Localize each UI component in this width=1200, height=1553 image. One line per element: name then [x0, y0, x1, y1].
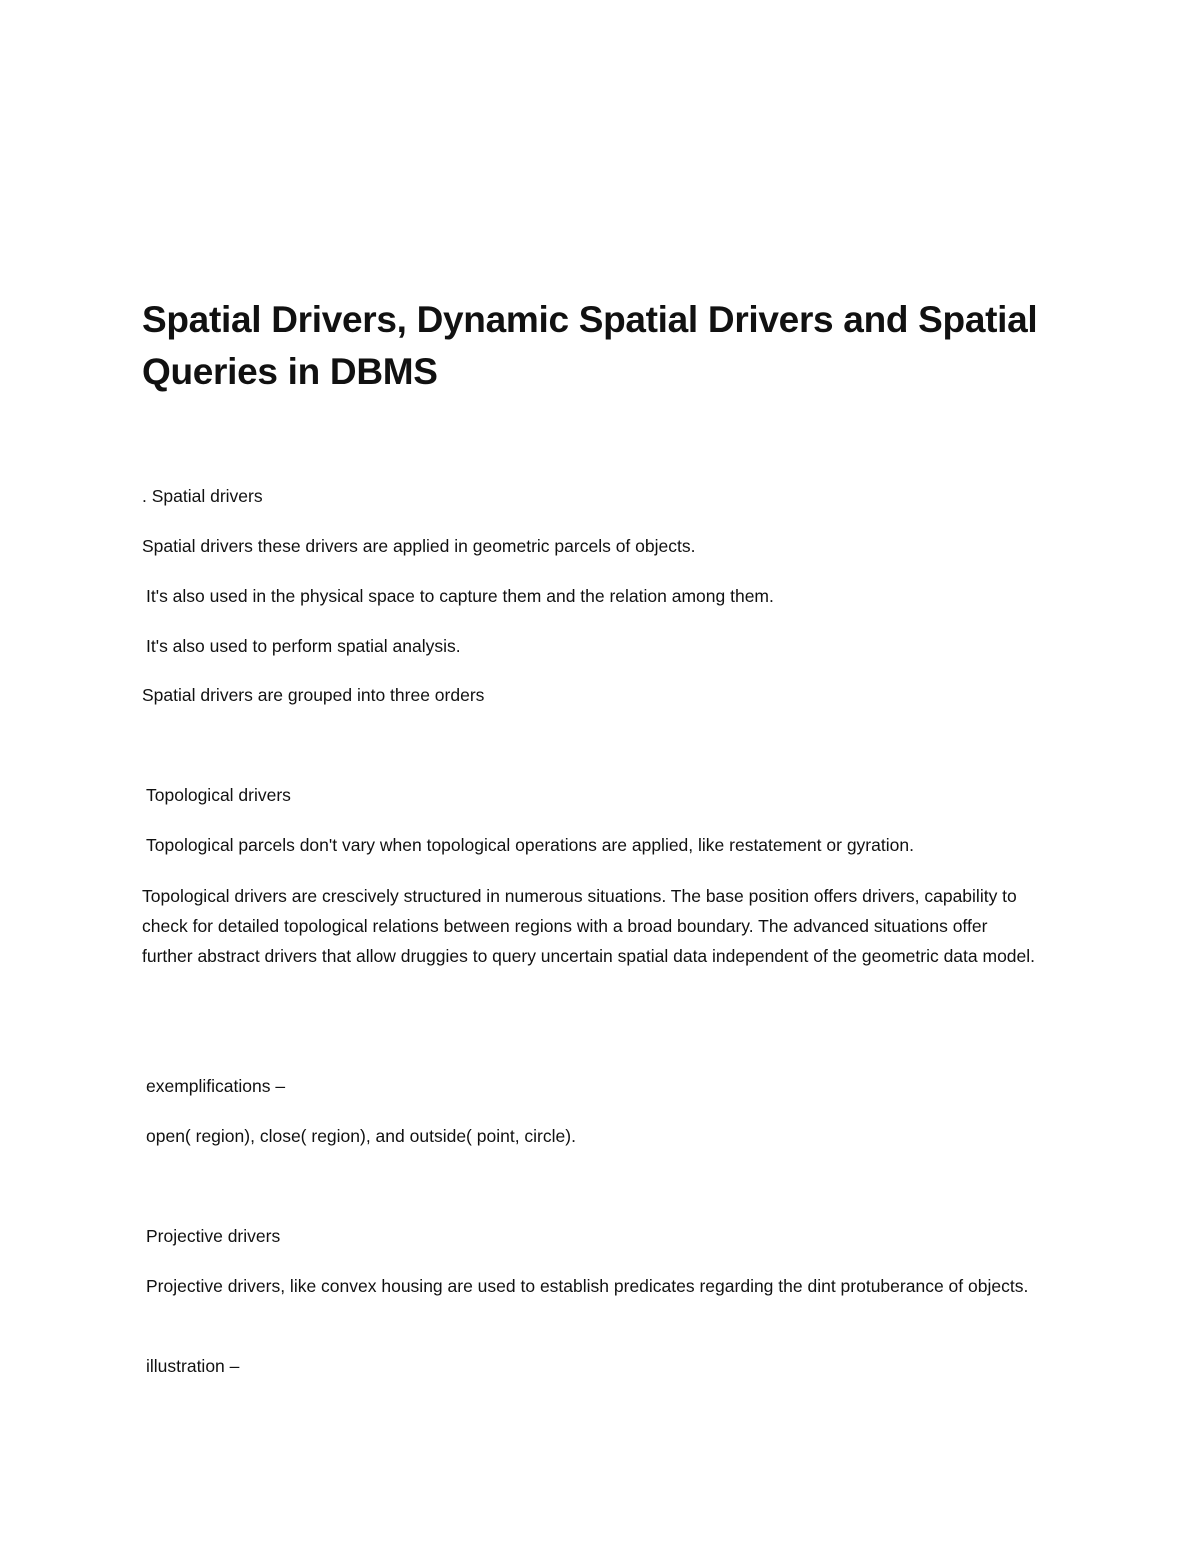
- projective-definition: Projective drivers, like convex housing are used to establish predicates regarding the dint protuberance of objects.: [146, 1276, 1029, 1296]
- exemplifications-label: exemplifications –: [146, 1076, 286, 1096]
- spatial-drivers-definition: Spatial drivers these drivers are applied in geometric parcels of objects.: [142, 536, 696, 556]
- illustration-label: illustration –: [146, 1356, 240, 1376]
- physical-space-line: It's also used in the physical space to capture them and the relation among them.: [146, 586, 774, 606]
- exemplifications-list: open( region), close( region), and outside( point, circle).: [146, 1126, 576, 1146]
- spatial-analysis-line: It's also used to perform spatial analysis.: [146, 636, 461, 656]
- section-heading-spatial-drivers: . Spatial drivers: [142, 486, 263, 506]
- document-title: Spatial Drivers, Dynamic Spatial Drivers and Spatial Queries in DBMS: [142, 299, 1038, 392]
- topological-paragraph: Topological drivers are crescively structured in numerous situations. The base position offers drivers, capability to check for detailed topological relations between regions with a broad boundary. The advanced situations offer further abstract drivers that allow druggies to query uncertain spatial data independent of the geometric data model.: [142, 886, 1036, 966]
- section-heading-projective-drivers: Projective drivers: [146, 1226, 281, 1246]
- grouped-orders-line: Spatial drivers are grouped into three orders: [142, 685, 485, 705]
- section-heading-topological-drivers: Topological drivers: [146, 785, 291, 805]
- topological-definition: Topological parcels don't vary when topological operations are applied, like restatement or gyration.: [146, 835, 914, 855]
